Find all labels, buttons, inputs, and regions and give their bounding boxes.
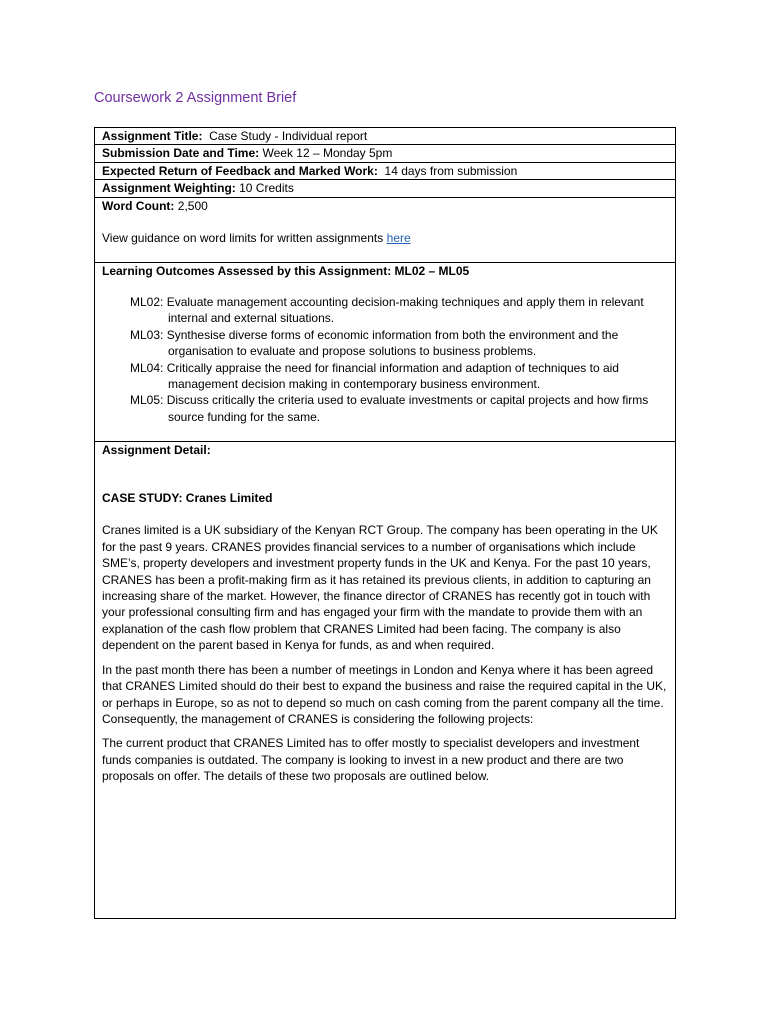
assignment-title-label: Assignment Title: bbox=[102, 129, 203, 143]
outcome-text: Evaluate management accounting decision-making techniques and apply them in relevant internal and external situations. bbox=[166, 295, 644, 326]
row-word-count bbox=[95, 197, 676, 262]
case-paragraph-2: In the past month there has been a number of meetings in London and Kenya where it has been agreed that CRANES Limited should do their best to expand the business and raise the required capital in the UK, or perhaps in Europe, so as not to depend so much on cash coming from the parent company all the time. Consequently, the management of CRANES is considering the following projects: bbox=[102, 662, 667, 726]
submission-value: Week 12 – Monday 5pm bbox=[262, 146, 393, 161]
outcome-item bbox=[130, 294, 668, 327]
weighting-label: Assignment Weighting: bbox=[102, 181, 236, 196]
feedback-value: 14 days from submission bbox=[384, 163, 518, 178]
row-submission bbox=[95, 145, 676, 162]
outcome-item bbox=[130, 327, 668, 360]
outcome-code: ML04: bbox=[130, 360, 164, 375]
row-weighting bbox=[95, 180, 676, 197]
outcome-item bbox=[130, 360, 668, 393]
outcome-code: ML02: bbox=[130, 295, 164, 310]
outcome-text: Critically appraise the need for financial information and adaption of techniques to aid management decision making in contemporary business environment. bbox=[166, 360, 619, 392]
word-count-label: Word Count: bbox=[102, 198, 175, 213]
case-paragraph-1: Cranes limited is a UK subsidiary of the Kenyan RCT Group. The company has been operating in the UK for the past 9 years. CRANES provides financial services to a number of organisations which include SME’s, property developers and investment property funds in the UK and Kenya. For the past 10 years, CRANES has been a profit-making firm as it has retained its previous clients, in addition to capturing an increasing share of the market. However, the finance director of CRANES has recently got in touch with your professional consulting firm and has engaged your firm with the mandate to provide them with an explanation of the cash flow problem that CRANES Limited had been facing. The company is also dependent on the parent based in Kenya for funds, as and when required. bbox=[102, 523, 658, 653]
learning-outcomes-range: ML02 – ML05 bbox=[394, 263, 470, 278]
outcome-text: Synthesise diverse forms of economic information from both the environment and the organisation to evaluate and propose solutions to business problems. bbox=[166, 327, 619, 359]
case-paragraph-3: The current product that CRANES Limited has to offer mostly to specialist developers and investment funds companies is outdated. The company is looking to invest in a new product and there are two proposals on offer. The details of these two proposals are outlined below. bbox=[102, 736, 640, 784]
assignment-detail-label: Assignment Detail: bbox=[102, 442, 211, 457]
case-study-title: CASE STUDY: Cranes Limited bbox=[102, 491, 273, 506]
word-limit-guidance bbox=[102, 230, 668, 246]
row-assignment-title bbox=[95, 128, 676, 145]
guidance-text: View guidance on word limits for written assignments bbox=[102, 231, 384, 246]
row-feedback bbox=[95, 162, 676, 179]
row-assignment-detail bbox=[95, 441, 676, 918]
page-heading: Coursework 2 Assignment Brief bbox=[94, 90, 297, 106]
submission-label: Submission Date and Time: bbox=[102, 146, 260, 161]
feedback-label: Expected Return of Feedback and Marked Work: bbox=[102, 163, 378, 178]
learning-outcomes-label: Learning Outcomes Assessed by this Assignment: bbox=[102, 263, 392, 278]
weighting-value: 10 Credits bbox=[239, 181, 294, 196]
outcome-item bbox=[130, 392, 668, 425]
learning-outcomes-list bbox=[102, 294, 668, 425]
word-count-value: 2,500 bbox=[177, 198, 208, 213]
outcome-code: ML05: bbox=[130, 393, 164, 408]
row-learning-outcomes bbox=[95, 262, 676, 441]
assignment-brief-table bbox=[94, 127, 676, 919]
assignment-title-value: Case Study - Individual report bbox=[209, 129, 368, 143]
outcome-code: ML03: bbox=[130, 327, 164, 342]
guidance-here-link[interactable]: here bbox=[386, 231, 411, 246]
outcome-text: Discuss critically the criteria used to evaluate investments or capital projects and how firms source funding for the same. bbox=[166, 393, 649, 424]
